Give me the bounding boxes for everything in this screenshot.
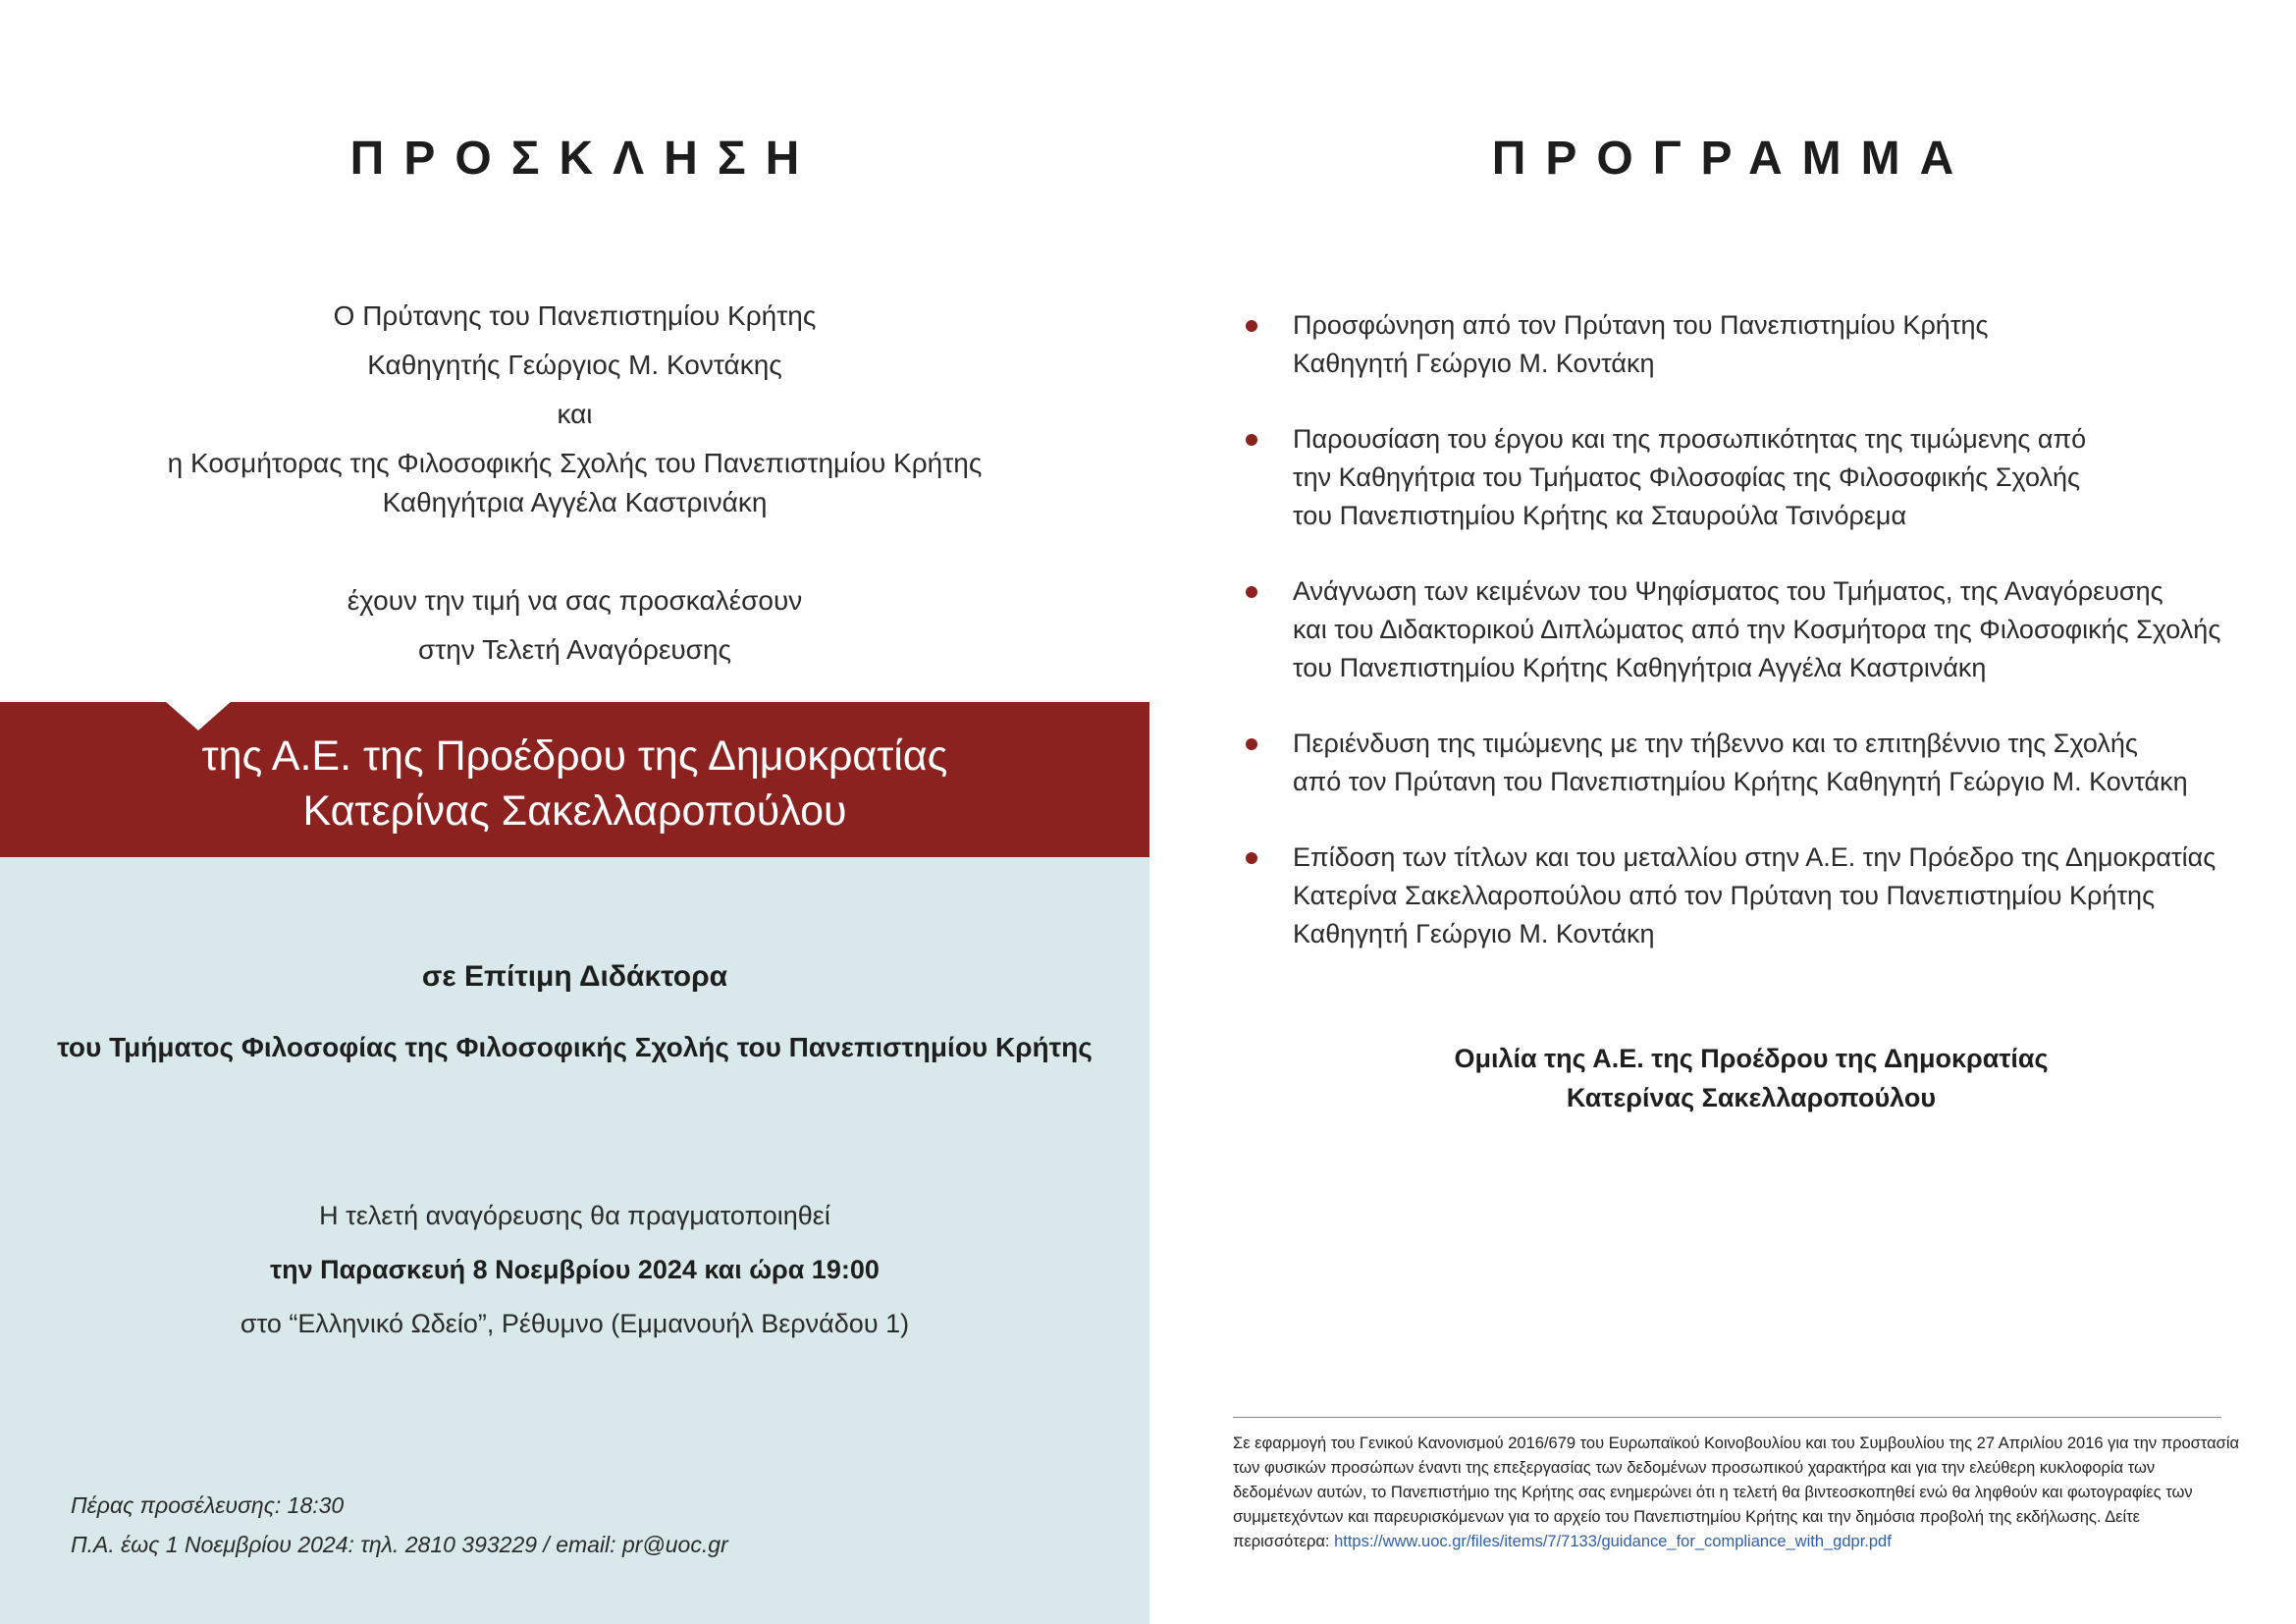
program-item-line: Επίδοση των τίτλων και του μεταλλίου στην Α.Ε. την Πρόεδρο της Δημοκρατίας [1293, 842, 2216, 872]
disclaimer-line: συμμετεχόντων και παρευρισκόμενων για το αρχείο του Πανεπιστημίου Κρήτης και την δημόσια προβολή της εκδήλωσης. Δείτε [1233, 1508, 2140, 1526]
disclaimer-line: δεδομένων αυτών, το Πανεπιστήμιο της Κρήτης σας ενημερώνει ότι η τελετή θα βιντεοσκοπηθεί ενώ θα ληφθούν και φωτογραφίες των [1233, 1484, 2193, 1501]
gdpr-guidance-link[interactable]: https://www.uoc.gr/files/items/7/7133/guidance_for_compliance_with_gdpr.pdf [1334, 1533, 1892, 1550]
program-item-line: Κατερίνα Σακελλαροπούλου από τον Πρύτανη του Πανεπιστημίου Κρήτης [1293, 881, 2156, 910]
bullet-icon [1246, 586, 1257, 598]
program-item-line: του Πανεπιστημίου Κρήτης Καθηγήτρια Αγγέλα Καστρινάκη [1293, 653, 1987, 682]
program-item-line: Παρουσίαση του έργου και της προσωπικότητας της τιμώμενης από [1293, 424, 2087, 454]
host-line: η Κοσμήτορας της Φιλοσοφικής Σχολής του Πανεπιστημίου Κρήτης [167, 448, 983, 478]
host-line: Ο Πρύτανης του Πανεπιστημίου Κρήτης [333, 300, 817, 331]
speech-note [1149, 1039, 2296, 1117]
honoree-line: της Α.Ε. της Προέδρου της Δημοκρατίας [201, 732, 948, 780]
arrival-note: Πέρας προσέλευσης: 18:30 [71, 1492, 345, 1518]
invite-text-block [0, 581, 1149, 670]
bullet-icon [1246, 320, 1257, 332]
bullet-icon [1246, 738, 1257, 750]
program-item-line: την Καθηγήτρια του Τμήματος Φιλοσοφίας της Φιλοσοφικής Σχολής [1293, 462, 2080, 492]
program-item [1149, 725, 2220, 801]
program-heading: ΠΡΟΓΡΑΜΜΑ [1491, 133, 1974, 185]
ceremony-info [0, 1189, 1149, 1351]
ceremony-place: στο “Ελληνικό Ωδείο”, Ρέθυμνο (Εμμανουήλ Βερνάδου 1) [240, 1309, 910, 1338]
disclaimer-last-line [1233, 1530, 2244, 1554]
program-item-line: Προσφώνηση από τον Πρύτανη του Πανεπιστημίου Κρήτης [1293, 310, 1989, 340]
host-line: Καθηγήτρια Αγγέλα Καστρινάκη [382, 487, 768, 517]
rsvp-note: Π.Α. έως 1 Νοεμβρίου 2024: τηλ. 2810 393229 / email: pr@uoc.gr [71, 1532, 728, 1557]
bullet-icon [1246, 434, 1257, 446]
program-item-line: και του Διδακτορικού Διπλώματος από την Κοσμήτορα της Φιλοσοφικής Σχολής [1293, 615, 2221, 644]
program-panel [1149, 0, 2296, 1624]
speech-line: Κατερίνας Σακελλαροπούλου [1566, 1083, 1937, 1112]
host-line: Καθηγητής Γεώργιος Μ. Κοντάκης [367, 350, 782, 380]
invite-line: έχουν την τιμή να σας προσκαλέσουν [347, 585, 803, 616]
invite-line: στην Τελετή Αναγόρευσης [417, 634, 732, 665]
gdpr-disclaimer [1233, 1432, 2244, 1554]
attendance-notes [71, 1486, 728, 1564]
program-item [1149, 420, 2220, 535]
bullet-icon [1246, 852, 1257, 864]
hosts-block [0, 297, 1149, 522]
invitation-heading: ΠΡΟΣΚΛΗΣΗ [349, 133, 820, 185]
program-item [1149, 306, 2220, 383]
program-item [1149, 839, 2220, 953]
banner-notch [165, 701, 232, 731]
program-item-line: Ανάγνωση των κειμένων του Ψηφίσματος του Τμήματος, της Αναγόρευσης [1293, 576, 2163, 606]
honoree-banner [0, 702, 1149, 857]
speech-line: Ομιλία της Α.Ε. της Προέδρου της Δημοκρατίας [1454, 1044, 2049, 1073]
program-list [1149, 306, 2220, 991]
honoree-name [0, 729, 1149, 839]
program-item-line: Καθηγητή Γεώργιο Μ. Κοντάκη [1293, 349, 1655, 378]
ceremony-details-panel [0, 857, 1149, 1624]
host-conjunction: και [557, 399, 593, 429]
program-item-line: του Πανεπιστημίου Κρήτης κα Σταυρούλα Τσινόρεμα [1293, 501, 1907, 530]
disclaimer-line: Σε εφαρμογή του Γενικού Κανονισμού 2016/679 του Ευρωπαϊκού Κοινοβουλίου και του Συμβουλίου της 27 Απριλίου 2016 για την προστασία [1233, 1435, 2240, 1452]
program-item-line: Περιένδυση της τιμώμενης με την τήβεννο και το επιτηβέννιο της Σχολής [1293, 729, 2138, 758]
program-item-line: από τον Πρύτανη του Πανεπιστημίου Κρήτης Καθηγητή Γεώργιο Μ. Κοντάκη [1293, 767, 2188, 796]
program-item [1149, 572, 2220, 687]
department-title: του Τμήματος Φιλοσοφίας της Φιλοσοφικής Σχολής του Πανεπιστημίου Κρήτης [57, 1032, 1093, 1062]
honorary-doctorate-title: σε Επίτιμη Διδάκτορα [421, 960, 728, 993]
divider [1233, 1417, 2221, 1418]
ceremony-intro: Η τελετή αναγόρευσης θα πραγματοποιηθεί [319, 1201, 830, 1230]
program-item-line: Καθηγητή Γεώργιο Μ. Κοντάκη [1293, 919, 1655, 948]
disclaimer-line: των φυσικών προσώπων έναντι της επεξεργασίας των δεδομένων προσωπικού χαρακτήρα και για την ελεύθερη κυκλοφορία των [1233, 1459, 2156, 1477]
ceremony-date: την Παρασκευή 8 Νοεμβρίου 2024 και ώρα 19:00 [270, 1255, 880, 1284]
honoree-line: Κατερίνας Σακελλαροπούλου [302, 787, 847, 835]
disclaimer-prefix: περισσότερα: [1233, 1533, 1335, 1550]
